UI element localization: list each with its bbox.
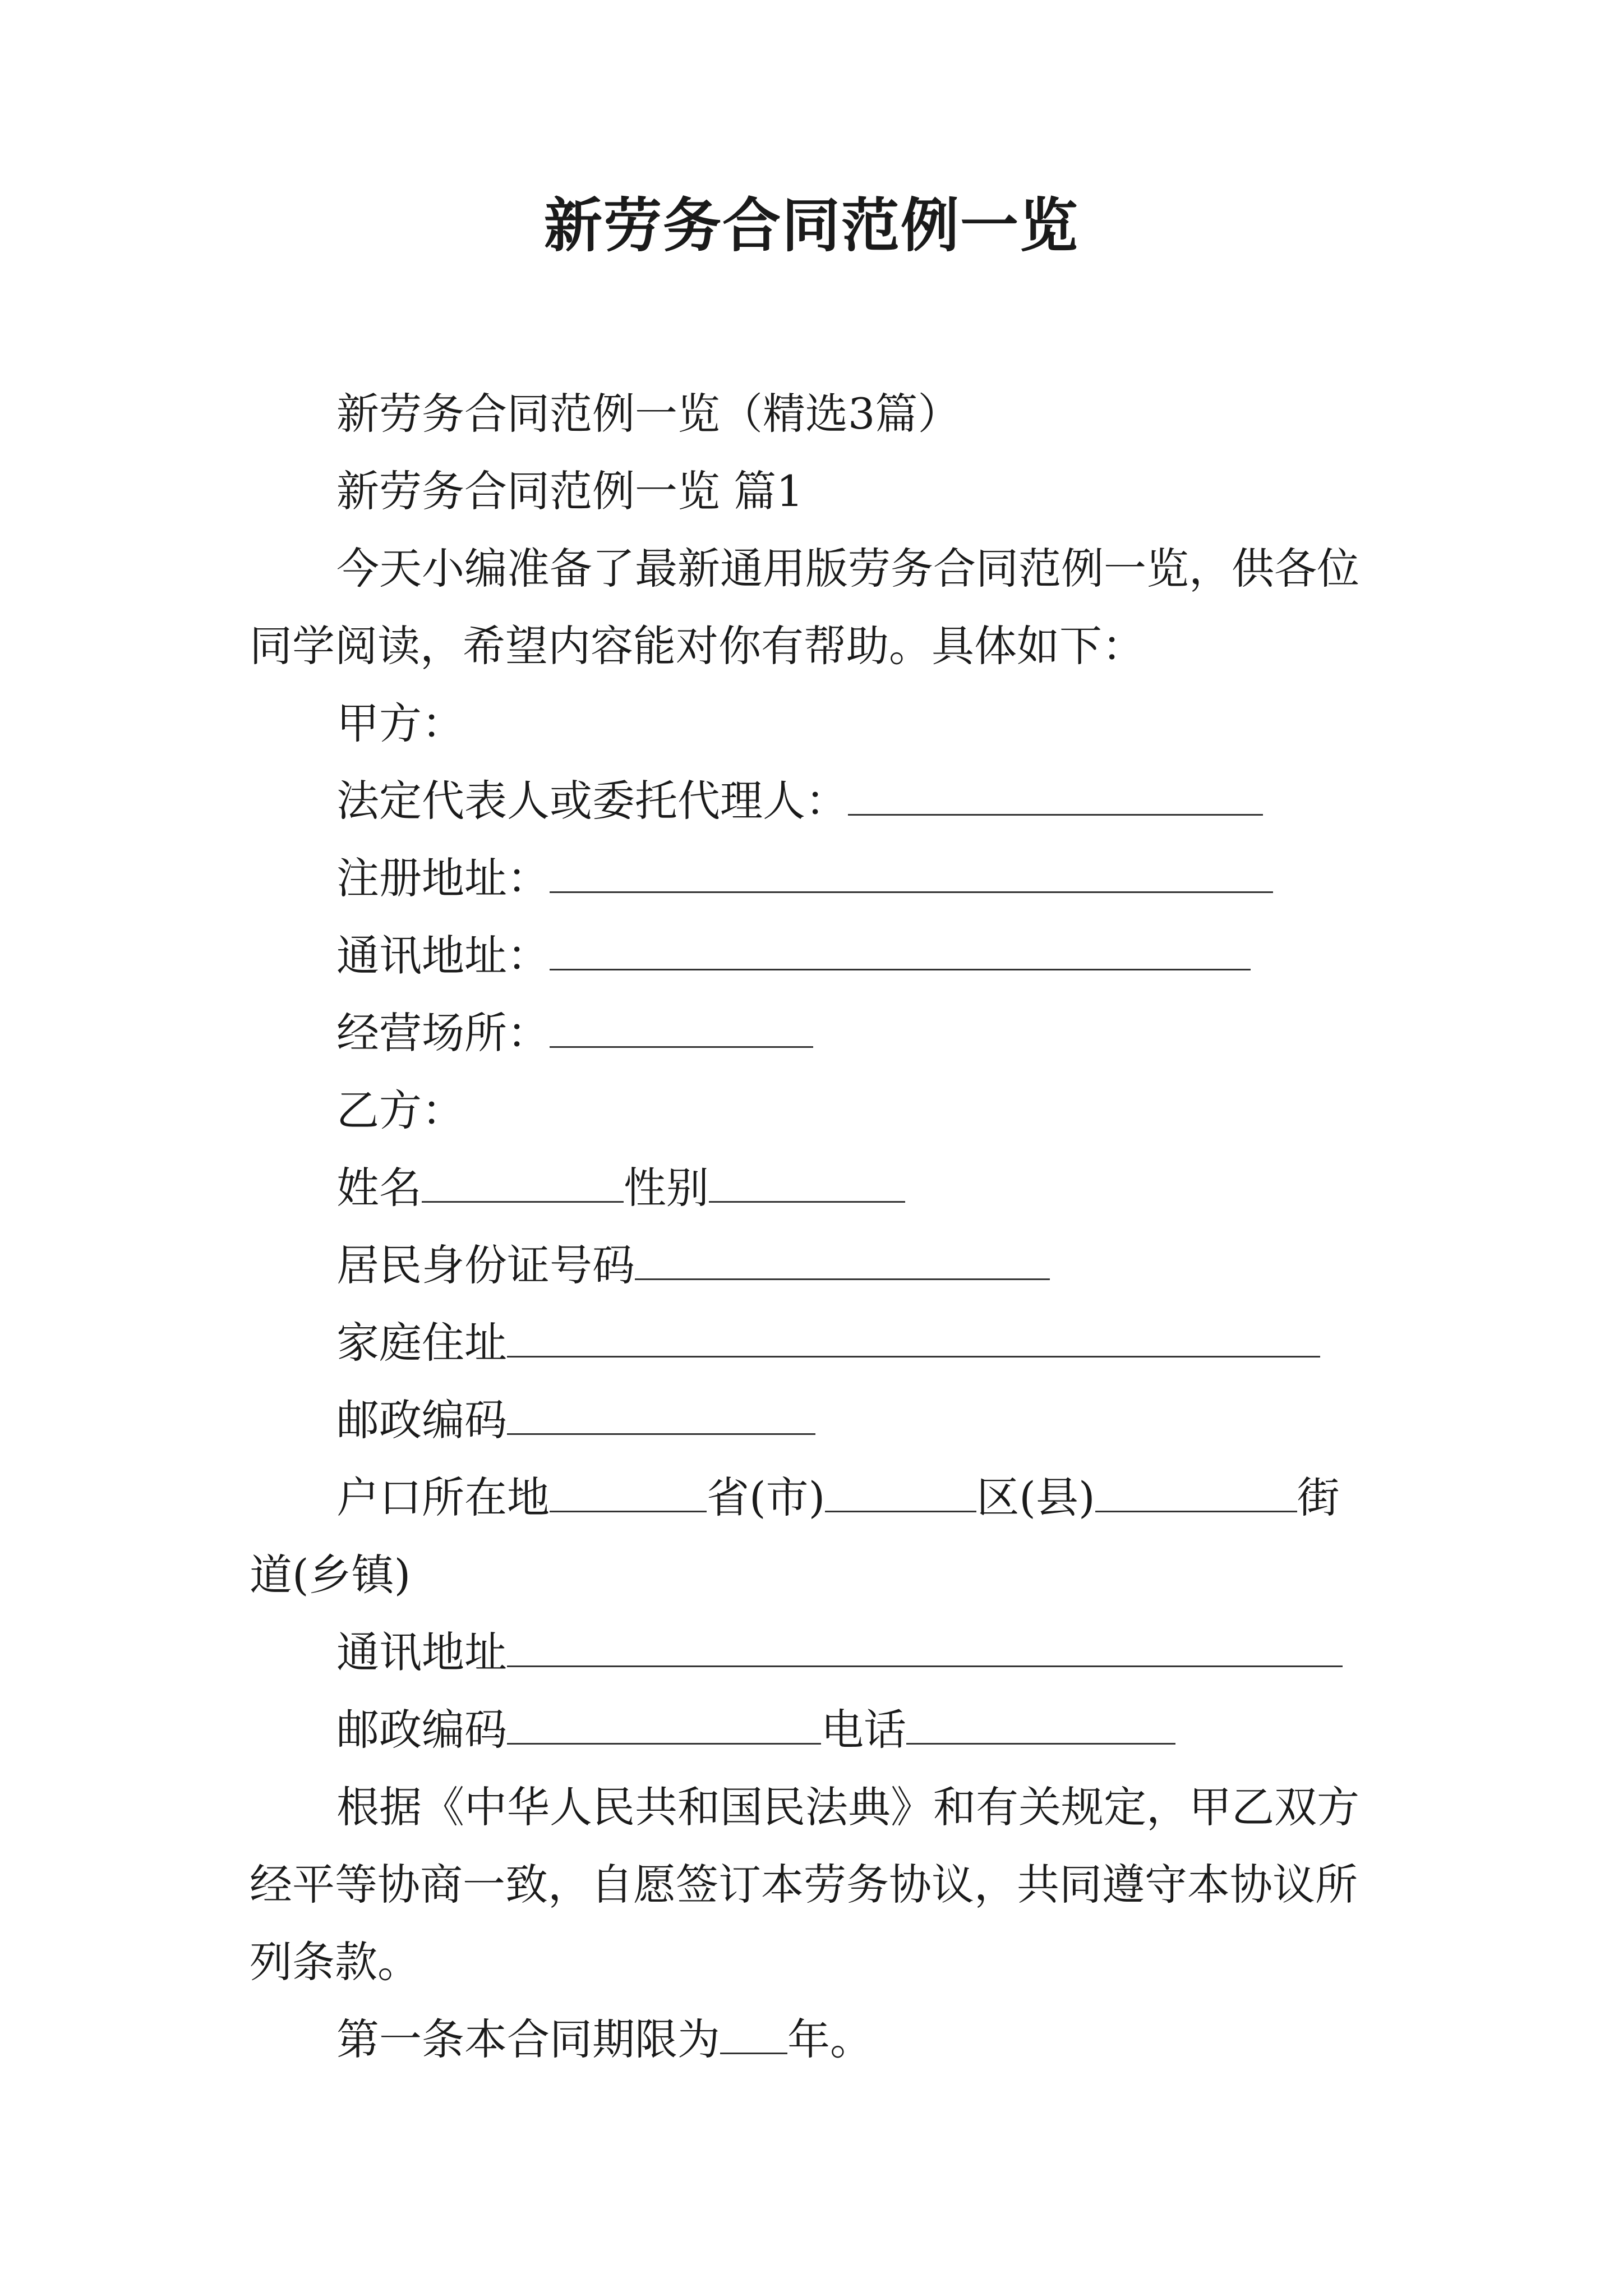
party-b-label: 乙方：: [336, 1085, 464, 1135]
blank-line: [507, 1710, 821, 1745]
blank-line: [1095, 1478, 1297, 1512]
blank-line: [906, 1710, 1175, 1745]
blank-line: [550, 1014, 813, 1048]
blank-line: [720, 2020, 787, 2054]
legal-basis-line-1: 根据《中华人民共和国民法典》和有关规定，甲乙双方: [336, 1782, 1359, 1832]
document-title: 新劳务合同范例一览: [543, 191, 1079, 260]
name-gender-field: 姓名 性别: [336, 1167, 905, 1209]
household-registration-field: 户口所在地 省(市) 区(县) 街: [336, 1473, 1340, 1522]
postal-code-phone-field: 邮政编码 电话: [336, 1709, 1175, 1751]
intro-line-2: 同学阅读，希望内容能对你有帮助。具体如下：: [250, 621, 1145, 671]
mailing-address-field-a: 通讯地址：: [336, 935, 1251, 977]
blank-line: [422, 1168, 624, 1203]
legal-basis-line-3: 列条款。: [250, 1937, 420, 1987]
blank-line: [709, 1168, 905, 1203]
party-a-label: 甲方：: [336, 698, 464, 748]
section-heading: 新劳务合同范例一览 篇1: [336, 466, 804, 516]
blank-line: [825, 1478, 976, 1512]
mailing-address-field-b: 通讯地址: [336, 1631, 1343, 1674]
blank-line: [550, 936, 1251, 970]
blank-line: [635, 1246, 1050, 1280]
blank-line: [848, 781, 1263, 816]
business-premises-field: 经营场所：: [336, 1012, 813, 1055]
legal-basis-line-2: 经平等协商一致，自愿签订本劳务协议，共同遵守本协议所: [250, 1860, 1358, 1910]
article-one: 第一条本合同期限为 年。: [336, 2014, 873, 2064]
blank-line: [507, 1323, 1320, 1358]
blank-line: [550, 859, 1273, 893]
id-number-field: 居民身份证号码: [336, 1244, 1050, 1287]
subtitle-line: 新劳务合同范例一览（精选3篇）: [336, 389, 961, 439]
blank-line: [507, 1401, 815, 1435]
intro-line-1: 今天小编准备了最新通用版劳务合同范例一览，供各位: [336, 544, 1359, 593]
legal-rep-field: 法定代表人或委托代理人：: [336, 780, 1263, 822]
blank-line: [507, 1633, 1343, 1667]
postal-code-field-1: 邮政编码: [336, 1399, 815, 1442]
household-registration-continued: 道(乡镇): [250, 1550, 411, 1600]
blank-line: [550, 1478, 707, 1512]
home-address-field: 家庭住址: [336, 1322, 1320, 1364]
registered-address-field: 注册地址：: [336, 857, 1273, 900]
